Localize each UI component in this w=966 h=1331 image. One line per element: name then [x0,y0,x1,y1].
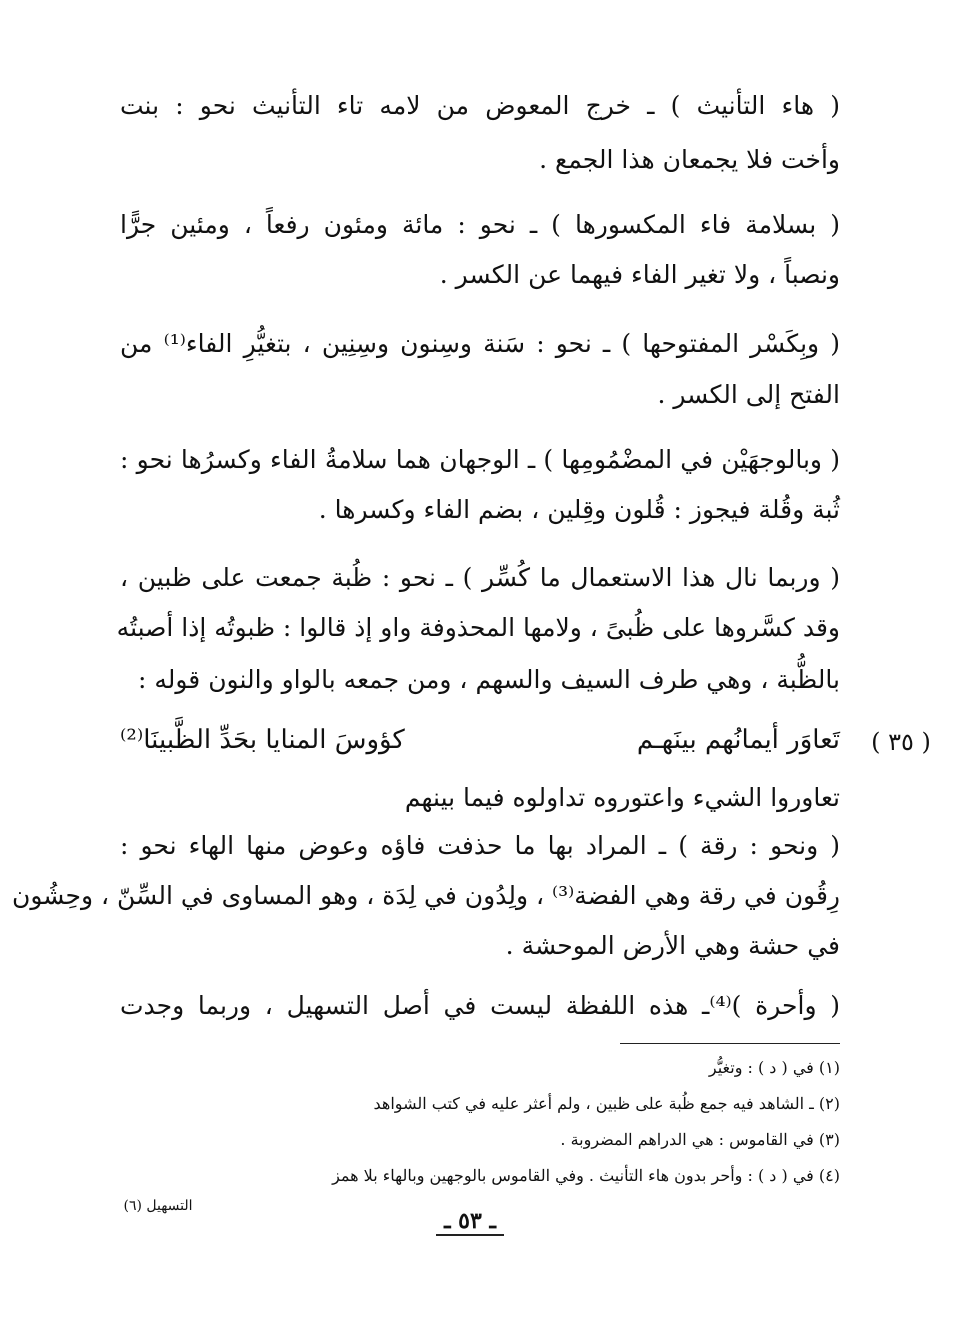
body-line-14: رِقُون في رقة وهي الفضة⁽³⁾ ، ولِدُون في لِدَة ، وهو المساوى في السِّنّ ، وحِشُون [11,881,840,910]
body-line-4: ونصباً ، ولا تغير الفاء فيهما عن الكسر . [439,260,840,289]
footnote-separator [620,1043,840,1044]
verse-hemistich-first: تَعاوَر أيمانُهم بينَهـم [636,725,840,755]
body-line-12: تعاوروا الشيء واعتوروه تداولوه فيما بينهم [404,783,840,812]
body-line-15: في حشة وهي الأرض الموحشة . [505,931,840,960]
body-line-16: ( وأحرة )⁽⁴⁾ـ هذه اللفظة ليست في أصل التسهيل ، وربما وجدت [120,991,841,1020]
verse-number: ( ٣٥ ) [871,728,931,756]
page-number-text: ـ ٥٣ ـ [436,1208,504,1236]
body-line-6: الفتح إلى الكسر . [657,380,840,409]
body-line-7: ( وبالوجهَيْن في المضْمُومِها ) ـ الوجهان هما سلامةُ الفاء وكسرُها نحو : [120,445,840,474]
footnote-4: (٤) في ( د ) : وأحر بدون هاء التأنيث . وفي القاموس بالوجهين وبالهاء بلا همز [332,1166,840,1185]
body-line-2: وأخت فلا يجمعان هذا الجمع . [539,145,840,174]
signature-mark: التسهيل (٦) [123,1198,193,1214]
body-line-5: ( وبِكَسْر المفتوحها ) ـ نحو : سَنة وسِنون وسِنِين ، بتغيُّرِ الفاء⁽¹⁾ من [120,329,840,358]
body-line-3: ( بسلامة فاء المكسورها ) ـ نحو : مائة ومئون رفعاً ، ومئين جرًّا [120,210,840,239]
body-line-1: ( هاء التأنيث ) ـ خرج المعوض من لامه تاء التأنيث نحو : بنت [120,91,840,120]
body-line-13: ( ونحو : رقة ) ـ المراد بها ما حذفت فاؤه وعوض منها الهاء نحو : [120,831,840,860]
footnote-3: (٣) في القاموس : هي الدراهم المضروبة . [560,1130,840,1149]
footnote-2: (٢) ـ الشاهد فيه جمع ظُبة على ظبين ، ولم أعثر عليه في كتب الشواهد [373,1094,840,1113]
footnote-1: (١) في ( د ) : وتغيُّر [708,1058,840,1077]
body-line-9: ( وربما نال هذا الاستعمال ما كُسِّر ) ـ نحو : ظُبة جمعت على ظبين ، [120,563,840,592]
page-number [420,1208,520,1234]
body-line-11: بالظُّبة ، وهي طرف السيف والسهم ، ومن جمعه بالواو والنون قوله : [138,665,840,694]
verse-hemistich-second: كؤوسَ المنايا بحَدِّ الظَّبينَا⁽²⁾ [120,725,405,755]
body-line-10: وقد كسَّروها على ظُبىً ، ولامها المحذوفة واو إذ قالوا : ظبوتُه إذا أصبتُه [116,613,840,642]
body-line-8: ثُبة وقُلة فيجوز : قُلون وقِلين ، بضم الفاء وكسرها . [318,495,840,524]
poetry-verse [120,718,840,762]
